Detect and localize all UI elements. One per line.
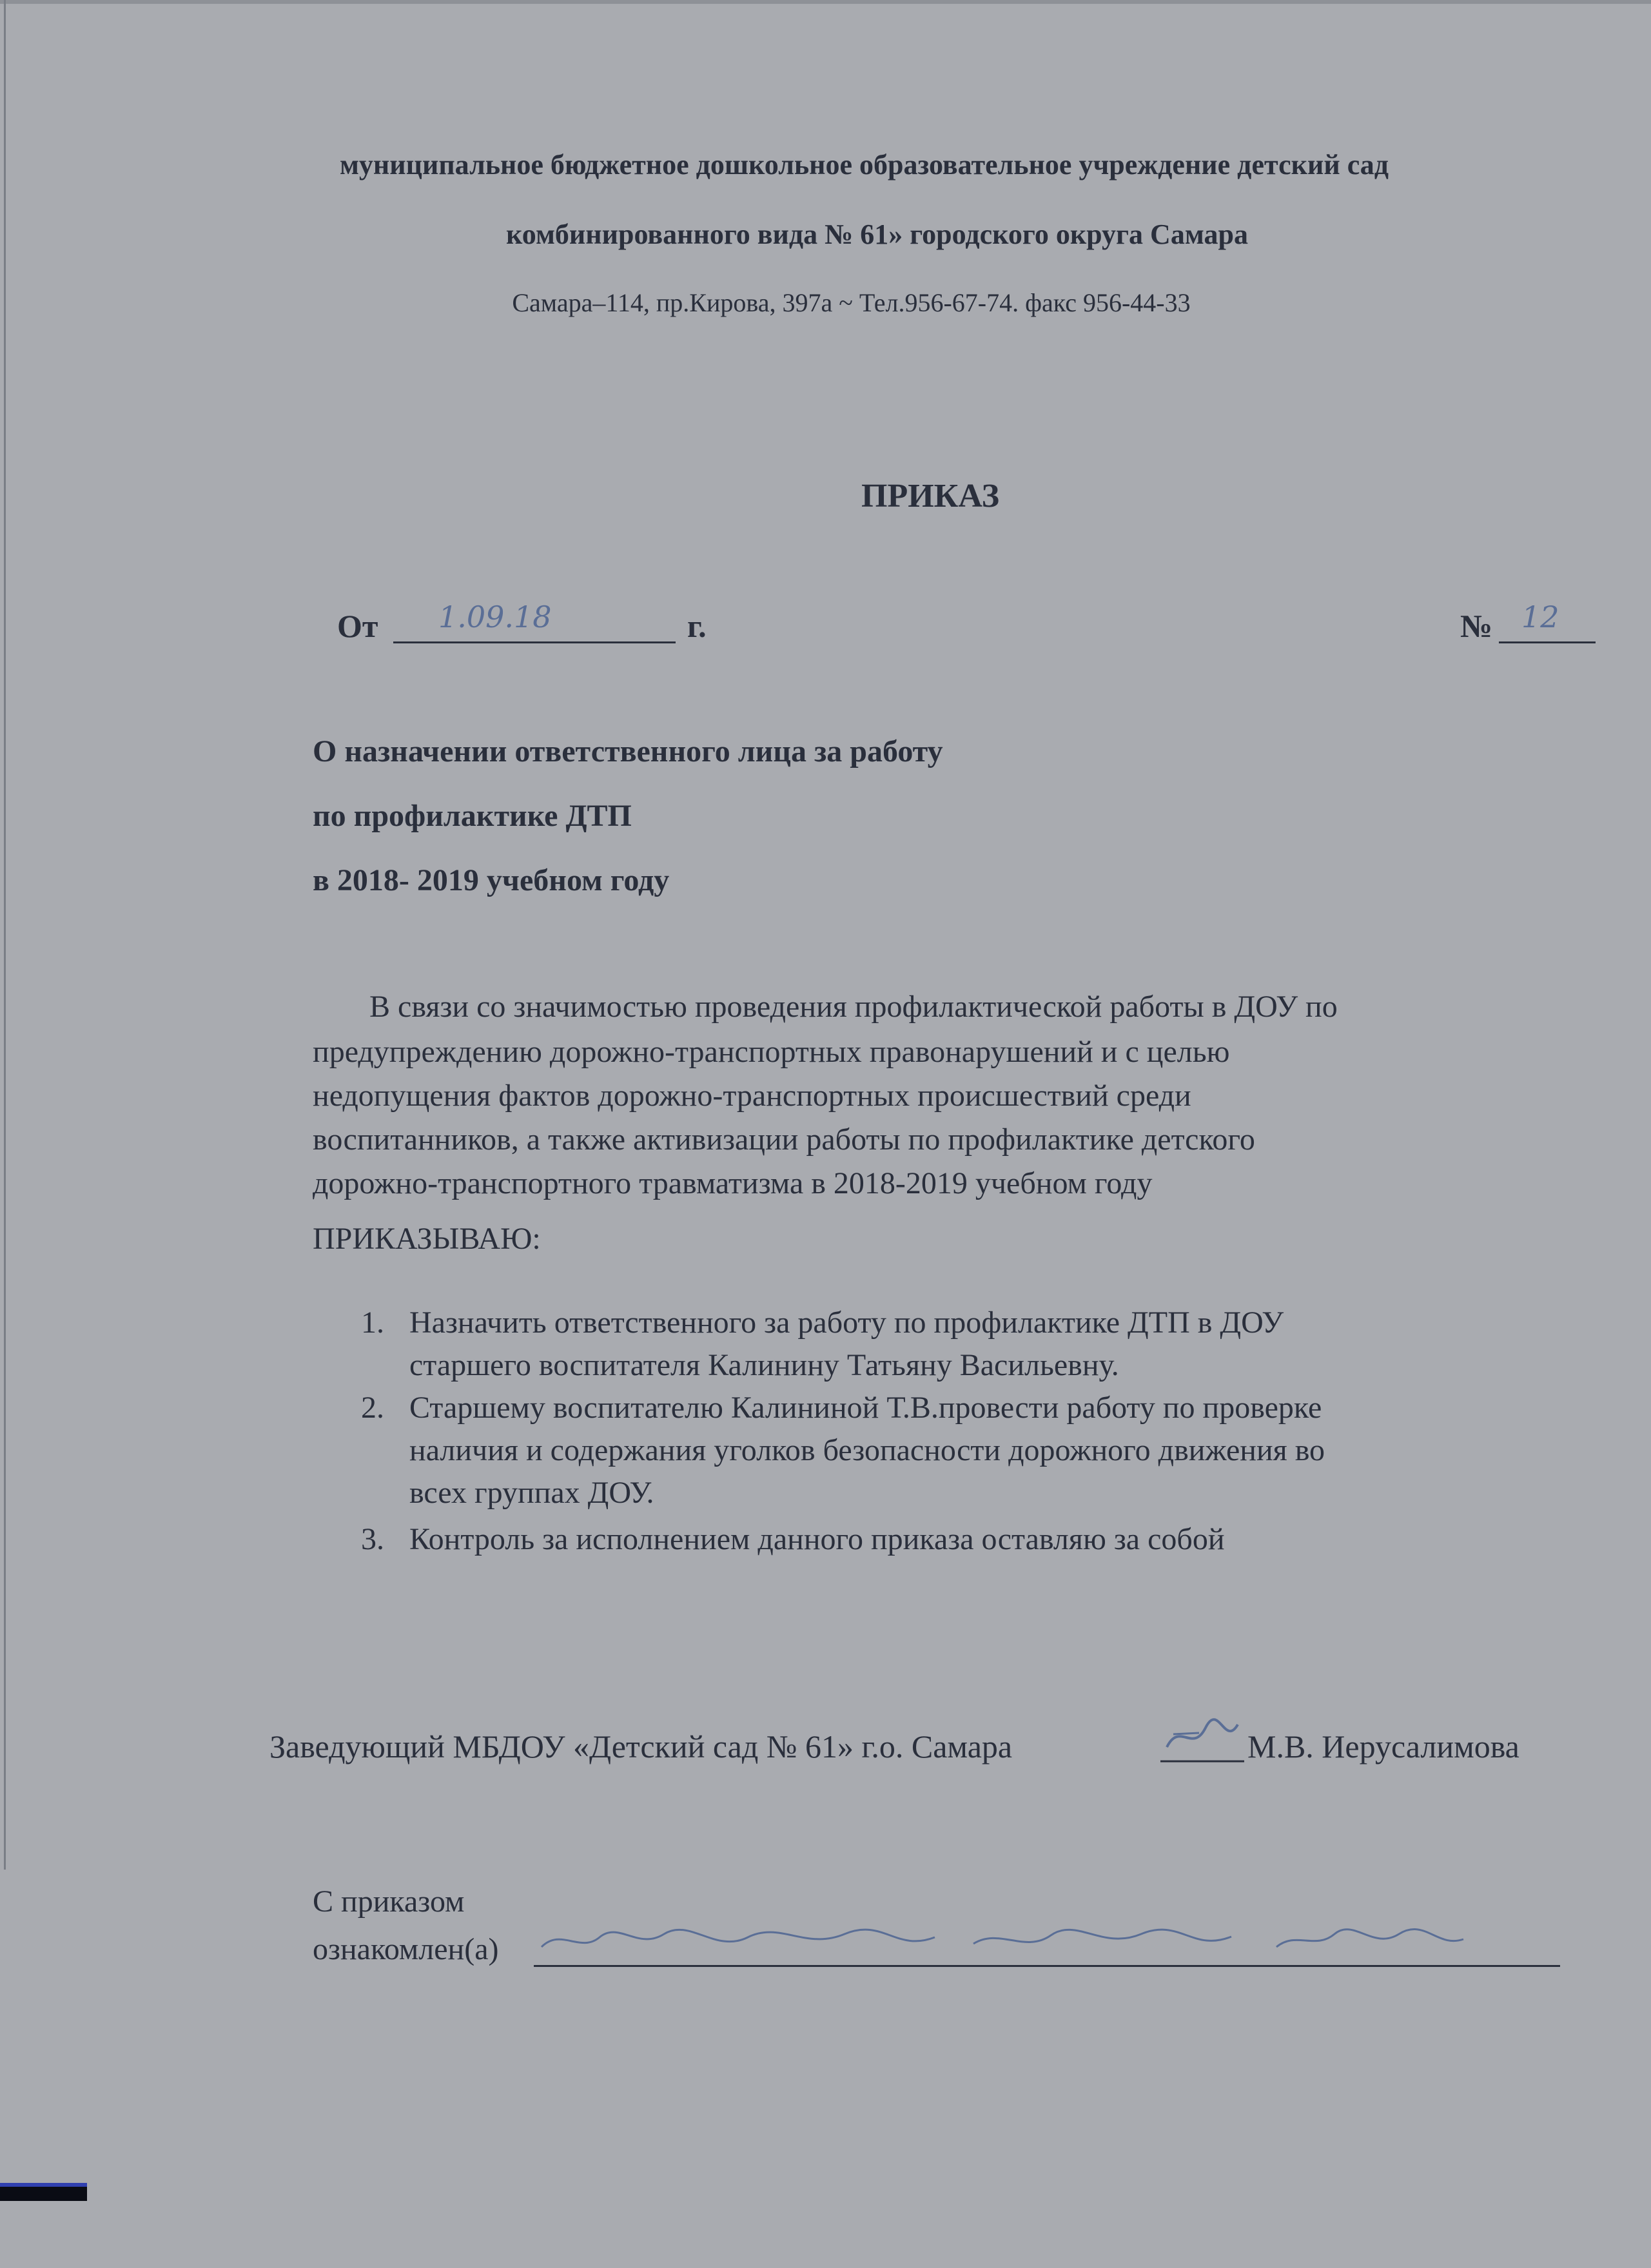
body-line-1: В связи со значимостью проведения профилактической работы в ДОУ по	[369, 990, 1338, 1024]
acknowledgement-handwriting	[535, 1915, 1515, 1963]
signer-name: М.В. Иерусалимова	[1247, 1728, 1519, 1765]
date-label: От	[337, 608, 378, 644]
scan-mark-black	[0, 2187, 87, 2201]
year-suffix: г.	[687, 608, 707, 644]
list-item-2-line-1: Старшему воспитателю Калининой Т.В.провести работу по проверке	[409, 1391, 1322, 1425]
document-title: ПРИКАЗ	[861, 478, 1000, 514]
org-address: Самара–114, пр.Кирова, 397а ~ Тел.956-67-74. факс 956-44-33	[512, 288, 1191, 317]
acknowledgement-underline	[534, 1965, 1560, 1967]
list-item-2-line-3: всех группах ДОУ.	[409, 1476, 654, 1510]
list-item-2-number: 2.	[361, 1391, 384, 1425]
body-line-3: недопущения фактов дорожно-транспортных происшествий среди	[313, 1079, 1191, 1113]
scan-edge-left	[4, 0, 6, 1870]
org-name-line1: муниципальное бюджетное дошкольное образовательное учреждение детский сад	[339, 149, 1389, 181]
number-label: №	[1460, 608, 1493, 644]
subject-line-3: в 2018- 2019 учебном году	[313, 863, 670, 897]
subject-line-2: по профилактике ДТП	[313, 799, 632, 833]
acknowledgement-line-1: С приказом	[313, 1884, 465, 1919]
list-item-2-line-2: наличия и содержания уголков безопасности дорожного движения во	[409, 1433, 1325, 1467]
list-item-3-line-1: Контроль за исполнением данного приказа оставляю за собой	[409, 1522, 1225, 1556]
acknowledgement-line-2: ознакомлен(а)	[313, 1932, 499, 1966]
date-handwritten: 1.09.18	[438, 600, 552, 634]
org-name-line2: комбинированного вида № 61» городского округа Самара	[506, 219, 1248, 250]
signature-scribble	[1160, 1708, 1244, 1766]
list-item-1-line-2: старшего воспитателя Калинину Татьяну Васильевну.	[409, 1348, 1119, 1382]
date-underline	[393, 641, 676, 643]
order-word: ПРИКАЗЫВАЮ:	[313, 1222, 541, 1256]
scan-edge-top	[0, 0, 1651, 4]
list-item-1-line-1: Назначить ответственного за работу по профилактике ДТП в ДОУ	[409, 1305, 1284, 1340]
subject-line-1: О назначении ответственного лица за работу	[313, 734, 943, 768]
number-handwritten: 12	[1521, 600, 1559, 634]
signer-position: Заведующий МБДОУ «Детский сад № 61» г.о. Самара	[269, 1728, 1013, 1765]
number-underline	[1499, 641, 1596, 643]
body-line-2: предупреждению дорожно-транспортных правонарушений и с целью	[313, 1035, 1230, 1069]
list-item-1-number: 1.	[361, 1305, 384, 1340]
list-item-3-number: 3.	[361, 1522, 384, 1556]
body-line-4: воспитанников, а также активизации работы по профилактике детского	[313, 1122, 1255, 1157]
body-line-5: дорожно-транспортного травматизма в 2018-2019 учебном году	[313, 1166, 1153, 1200]
